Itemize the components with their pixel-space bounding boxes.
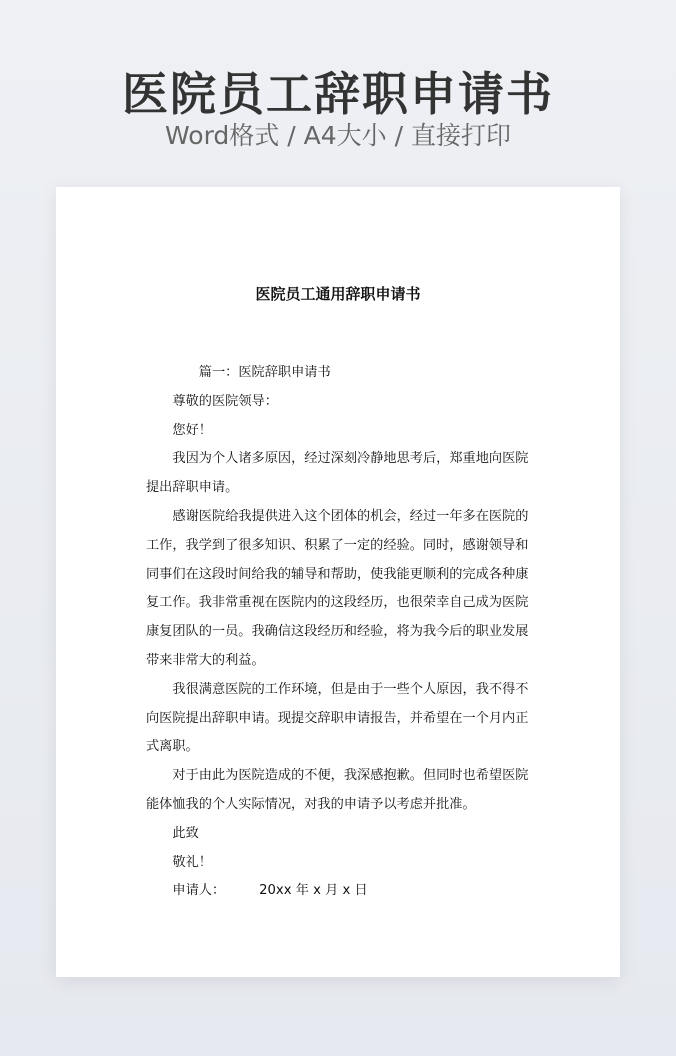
- sign-date: 20xx 年 x 月 x 日: [259, 883, 368, 899]
- document-page: [56, 187, 620, 977]
- greeting: 您好！: [172, 422, 212, 438]
- closing-line: 此致: [172, 825, 199, 841]
- body-paragraph: 我因为个人诸多原因，经过深刻冷静地思考后，郑重地向医院提出辞职申请。: [146, 451, 529, 496]
- closing-salute: 敬礼！: [172, 854, 212, 870]
- banner-subtitle: Word格式 / A4大小 / 直接打印: [165, 121, 511, 150]
- document-title: 医院员工通用辞职申请书: [255, 285, 421, 303]
- salutation: 尊敬的医院领导：: [172, 393, 278, 409]
- signature-line: [146, 877, 532, 906]
- applicant-label: 申请人：: [172, 883, 226, 899]
- body-paragraph: 感谢医院给我提供进入这个团体的机会，经过一年多在医院的工作，我学到了很多知识、积累了一定的经验。同时，感谢领导和同事们在这段时间给我的辅导和帮助，使我能更顺利的完成各种康复工作。我非常重视在医院内的这段经历，也很荣幸自己成为医院康复团队的一员。我确信这段经历和经验，将为我今后的职业发展带来非常大的利益。: [146, 508, 529, 668]
- body-paragraph: 我很满意医院的工作环境，但是由于一些个人原因，我不得不向医院提出辞职申请。现提交辞职申请报告，并希望在一个月内正式离职。: [146, 681, 529, 755]
- section-heading: 篇一：医院辞职申请书: [198, 365, 331, 380]
- body-paragraph: 对于由此为医院造成的不便，我深感抱歉。但同时也希望医院能体恤我的个人实际情况，对我的申请予以考虑并批准。: [146, 768, 529, 812]
- banner-title: 医院员工辞职申请书: [122, 67, 554, 121]
- document-body: [146, 359, 532, 906]
